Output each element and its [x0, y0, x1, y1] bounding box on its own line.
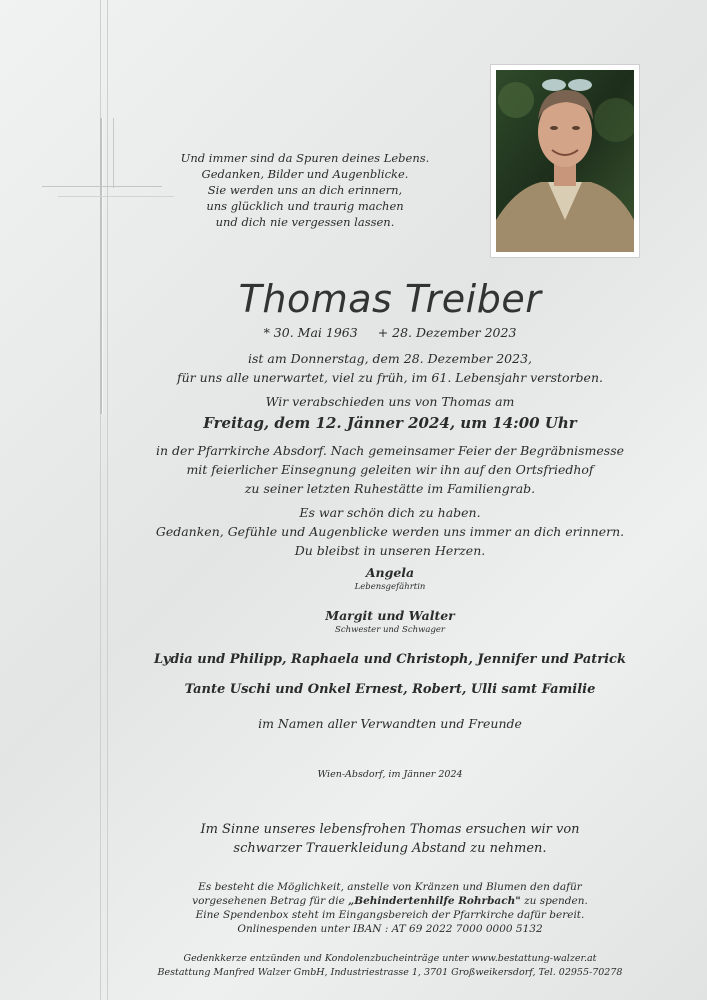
decorative-line — [107, 0, 108, 1000]
poem-line: Gedanken, Bilder und Augenblicke. — [201, 167, 409, 181]
poem-line: Und immer sind da Spuren deines Lebens. — [180, 151, 430, 165]
ceremony-details — [120, 441, 660, 498]
donation-iban: Onlinespenden unter IBAN : AT 69 2022 7000 0000 5132 — [237, 923, 543, 935]
dress-request-line: Im Sinne unseres lebensfrohen Thomas ersuchen wir von — [200, 822, 580, 837]
cross-icon — [100, 118, 102, 414]
mourner-siblings-role: Schwester und Schwager — [335, 625, 445, 635]
mourner-angela: Angela — [365, 565, 415, 580]
donation-organization: „Behindertenhilfe Rohrbach" — [348, 895, 521, 907]
mourner-children: Lydia und Philipp, Raphaela und Christoph, Jennifer und Patrick — [154, 652, 626, 667]
donation-text: zu spenden. — [520, 895, 588, 907]
funeral-home-footer — [120, 952, 660, 980]
mourner-siblings: Margit und Walter — [325, 608, 455, 623]
dress-request-line: schwarzer Trauerkleidung Abstand zu nehmen. — [233, 841, 547, 856]
cross-icon-shadow — [113, 118, 114, 188]
dress-request — [120, 820, 660, 858]
donation-info — [120, 880, 660, 936]
announcement-line: ist am Donnerstag, dem 28. Dezember 2023, — [247, 351, 532, 366]
donation-text: vorgesehenen Betrag für die — [192, 895, 349, 907]
donation-line — [120, 894, 660, 908]
portrait-image — [496, 70, 634, 252]
donation-line: Es besteht die Möglichkeit, anstelle von Kränzen und Blumen den dafür — [198, 881, 582, 893]
farewell-intro: Wir verabschieden uns von Thomas am — [265, 394, 515, 409]
footer-line: Gedenkkerze entzünden und Kondolenzbucheinträge unter www.bestattung-walzer.at — [183, 953, 597, 964]
poem-line: Sie werden uns an dich erinnern, — [207, 183, 403, 197]
poem-line: uns glücklich und traurig machen — [206, 199, 404, 213]
deceased-name: Thomas Treiber — [238, 277, 542, 321]
ceremony-line: zu seiner letzten Ruhestätte im Familiengrab. — [244, 481, 536, 496]
message-line: Es war schön dich zu haben. — [299, 505, 481, 520]
cross-icon-bar-shadow — [58, 196, 174, 197]
death-date: + 28. Dezember 2023 — [377, 325, 517, 340]
portrait-photo — [490, 64, 640, 258]
mourner-all: im Namen aller Verwandten und Freunde — [258, 716, 522, 731]
birth-date: * 30. Mai 1963 — [263, 325, 358, 340]
announcement-line: für uns alle unerwartet, viel zu früh, im 61. Lebensjahr verstorben. — [177, 370, 603, 385]
poem — [180, 150, 430, 230]
service-date: Freitag, dem 12. Jänner 2024, um 14:00 Uhr — [203, 414, 577, 432]
message-line: Du bleibst in unseren Herzen. — [294, 543, 486, 558]
life-dates — [150, 325, 630, 340]
poem-line: und dich nie vergessen lassen. — [215, 215, 395, 229]
ceremony-line: mit feierlicher Einsegnung geleiten wir ihn auf den Ortsfriedhof — [186, 462, 594, 477]
announcement — [120, 349, 660, 387]
mourner-angela-role: Lebensgefährtin — [354, 582, 426, 592]
ceremony-line: in der Pfarrkirche Absdorf. Nach gemeinsamer Feier der Begräbnismesse — [155, 443, 625, 458]
donation-line: Eine Spendenbox steht im Eingangsbereich der Pfarrkirche dafür bereit. — [195, 909, 585, 921]
cross-icon-bar — [42, 186, 162, 187]
mourner-relatives: Tante Uschi und Onkel Ernest, Robert, Ulli samt Familie — [184, 682, 596, 697]
footer-line: Bestattung Manfred Walzer GmbH, Industriestrasse 1, 3701 Großweikersdorf, Tel. 02955-70278 — [157, 967, 623, 978]
place-date: Wien-Absdorf, im Jänner 2024 — [317, 769, 463, 780]
memorial-message — [120, 503, 660, 560]
message-line: Gedanken, Gefühle und Augenblicke werden uns immer an dich erinnern. — [155, 524, 625, 539]
